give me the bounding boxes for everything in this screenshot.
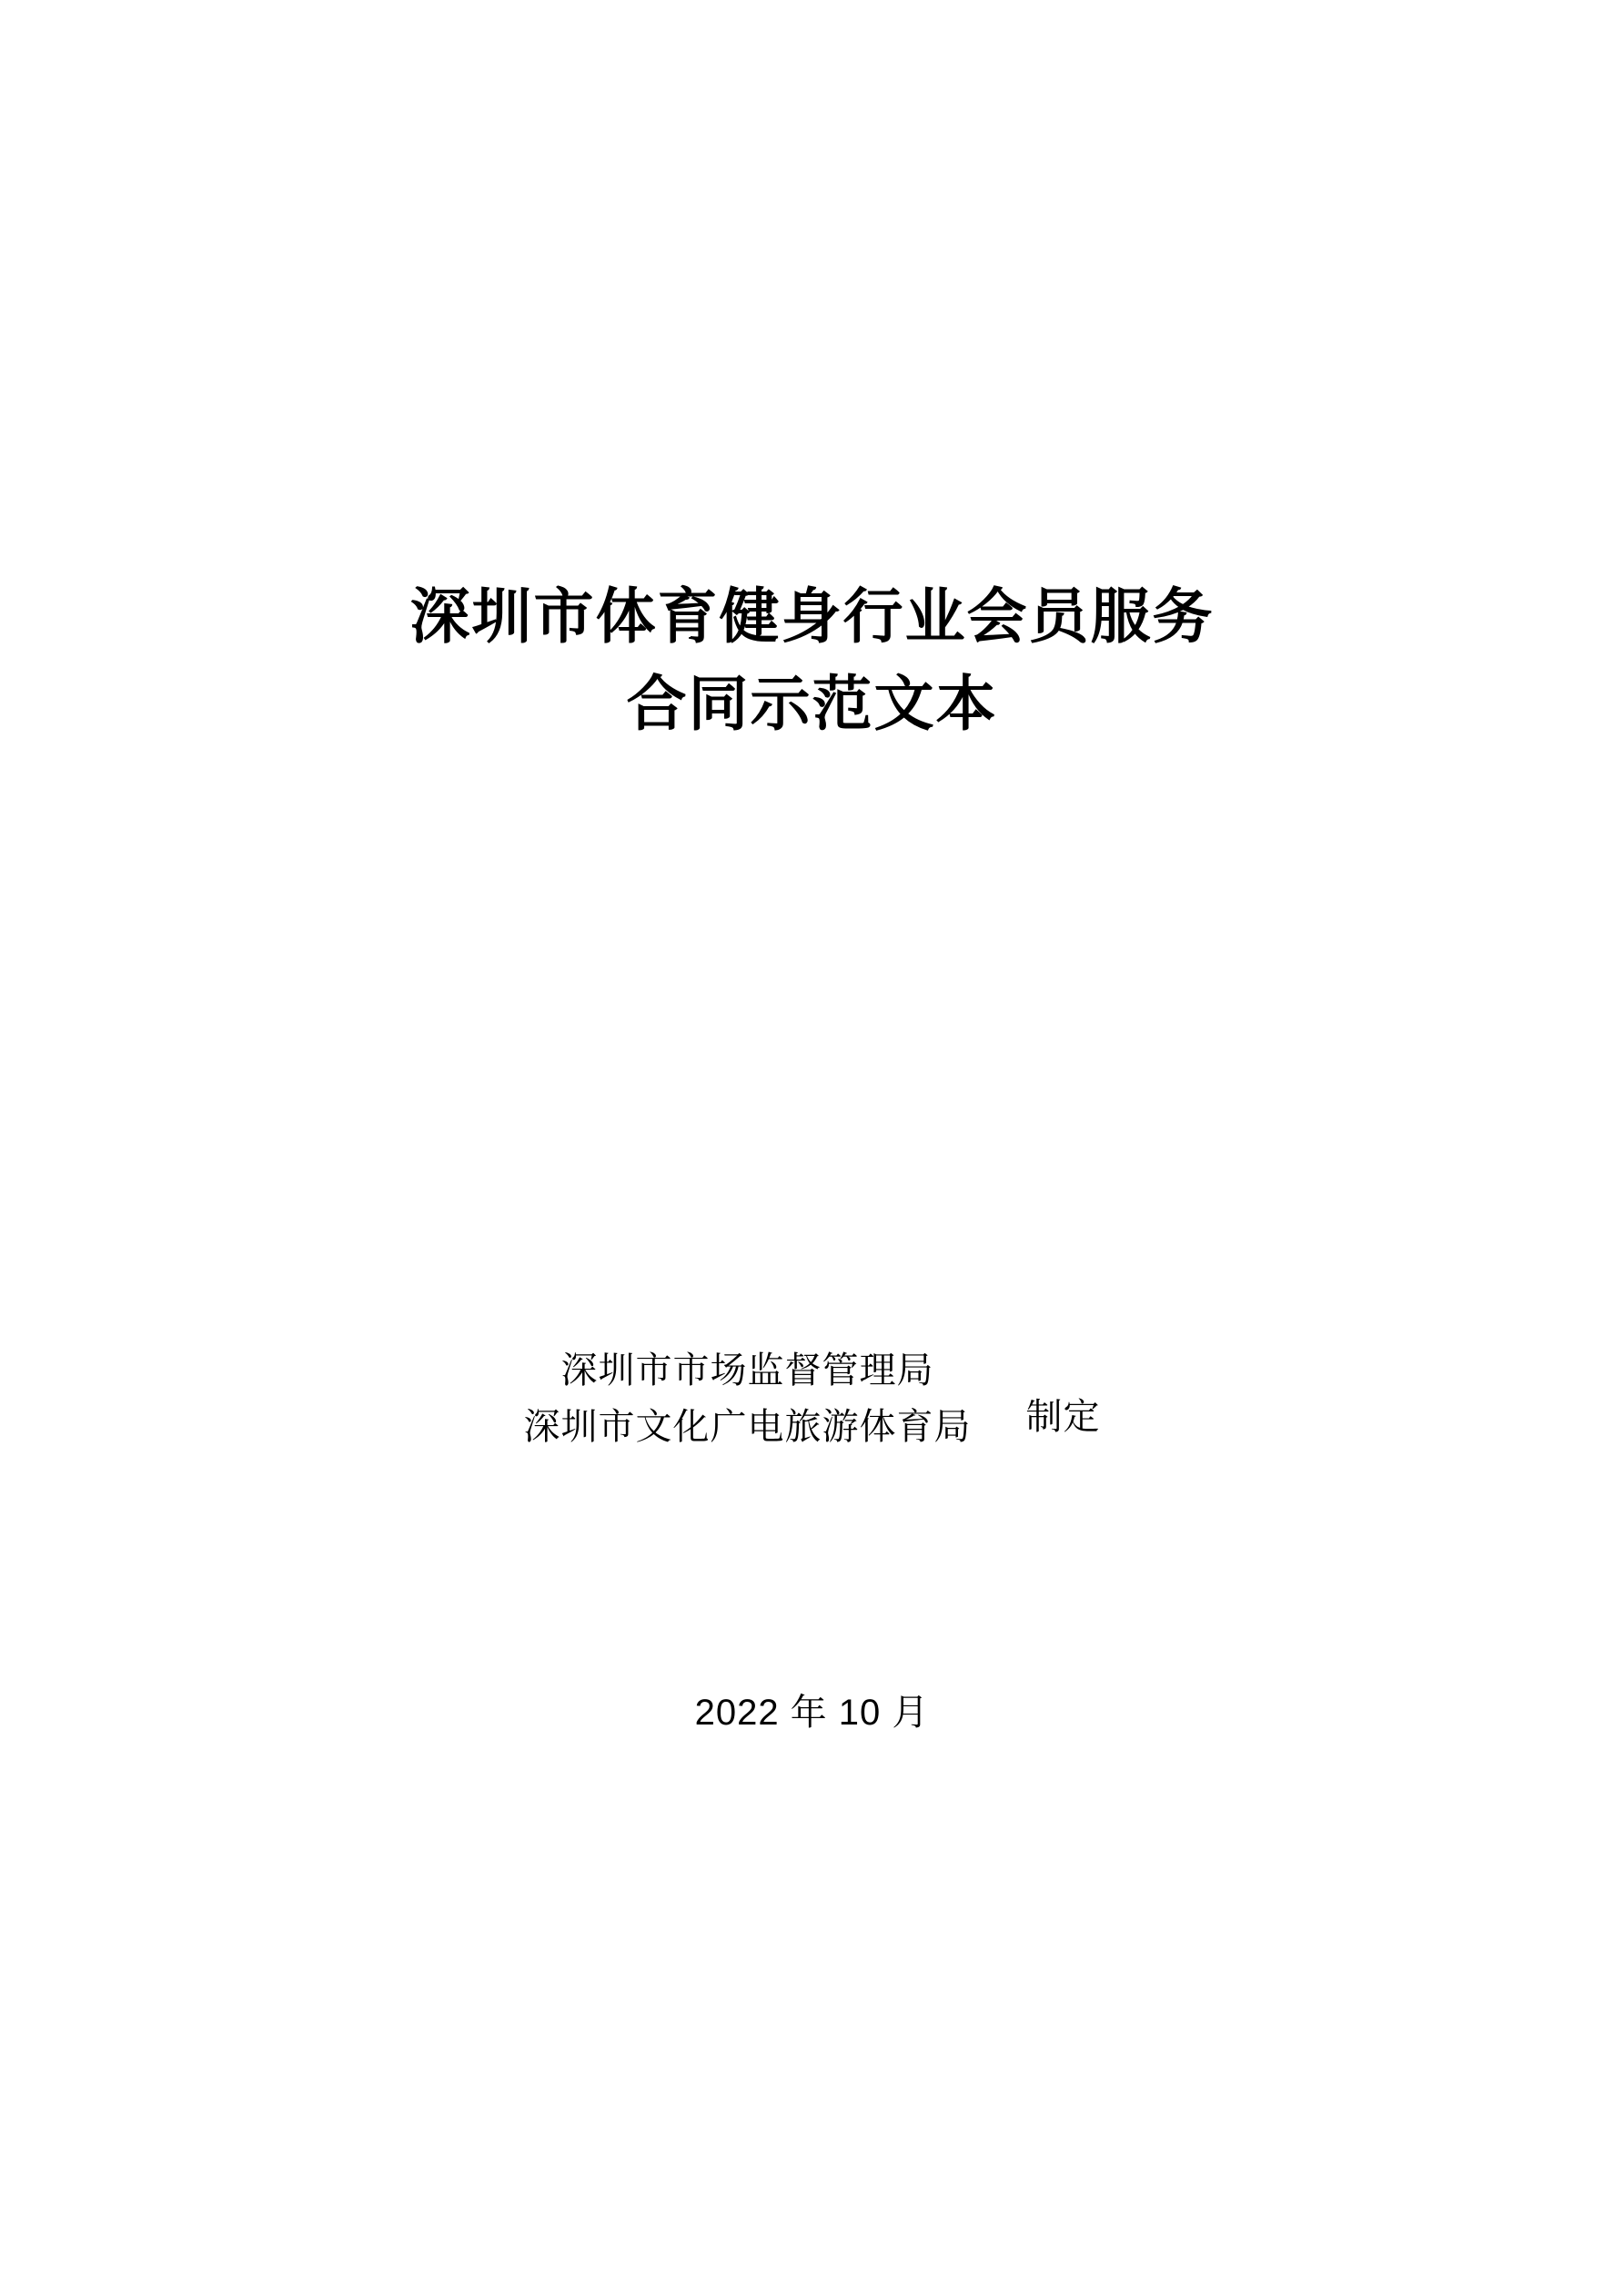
- title-line-2: 合同示范文本: [626, 669, 998, 737]
- page-title: [0, 573, 1624, 747]
- issuer-name-2: 深圳市文化广电旅游体育局: [523, 1407, 972, 1447]
- issuer-names: [524, 1342, 972, 1455]
- issuer-block: [0, 1342, 1624, 1455]
- issuer-suffix: 制定: [1025, 1396, 1101, 1437]
- issuer-name-1: 深圳市市场监督管理局: [560, 1350, 934, 1391]
- title-line-1: 深圳市体育健身行业会员服务: [409, 582, 1215, 650]
- document-date: 2022 年 10 月: [694, 1693, 930, 1733]
